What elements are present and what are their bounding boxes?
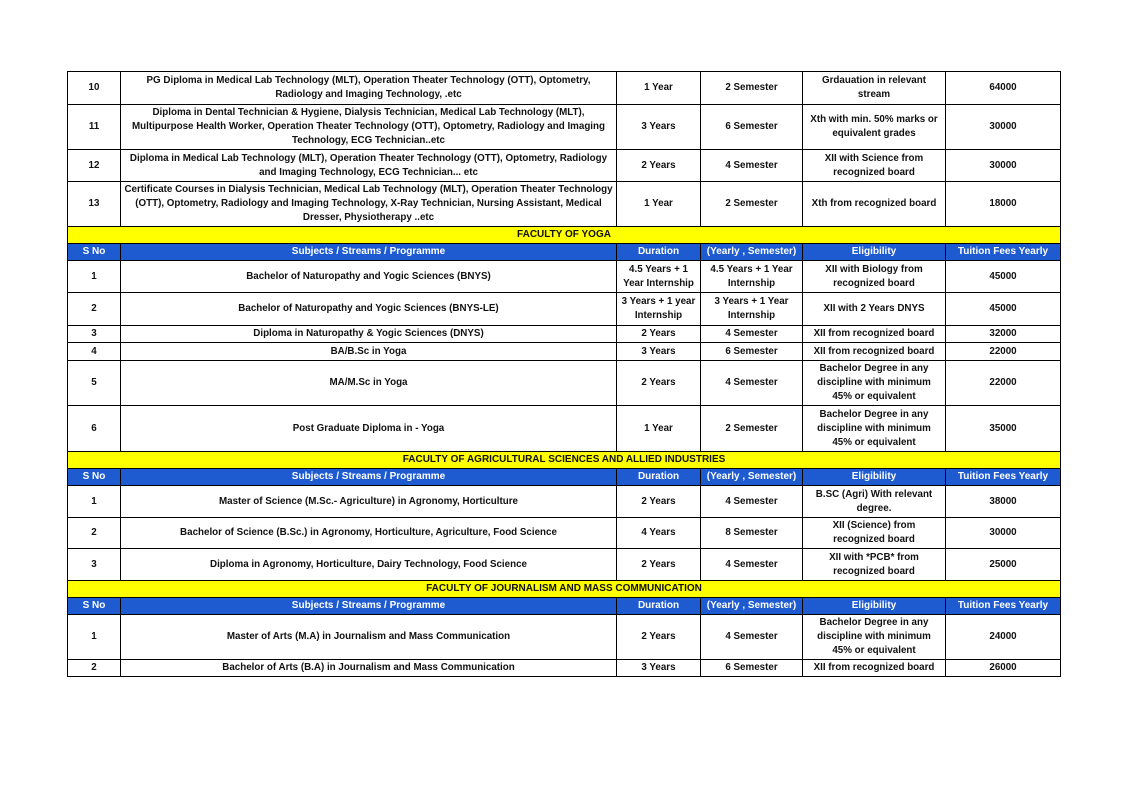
serial-number-cell: 6 [68,406,121,452]
eligibility-cell: Xth from recognized board [803,182,946,227]
table-row [68,361,1061,406]
semester-cell: 6 Semester [701,105,803,150]
column-header-row [68,598,1061,615]
table-row [68,660,1061,677]
duration-cell: 2 Years [617,486,701,518]
faculty-title: FACULTY OF YOGA [68,227,1061,244]
faculty-title-row [68,452,1061,469]
eligibility-cell: Grdauation in relevant stream [803,72,946,105]
faculty-title-row [68,581,1061,598]
eligibility-cell: XII with Biology from recognized board [803,261,946,293]
duration-cell: 1 Year [617,406,701,452]
tuition-fee-cell: 35000 [946,406,1061,452]
duration-cell: 3 Years [617,660,701,677]
header-semester: (Yearly , Semester) [701,598,803,615]
semester-cell: 6 Semester [701,660,803,677]
tuition-fee-cell: 30000 [946,518,1061,549]
eligibility-cell: XII from recognized board [803,326,946,343]
eligibility-cell: B.SC (Agri) With relevant degree. [803,486,946,518]
tuition-fee-cell: 38000 [946,486,1061,518]
semester-cell: 2 Semester [701,72,803,105]
duration-cell: 2 Years [617,150,701,182]
subject-cell: BA/B.Sc in Yoga [121,343,617,361]
subject-cell: Master of Science (M.Sc.- Agriculture) in Agronomy, Horticulture [121,486,617,518]
table-row [68,105,1061,150]
subject-cell: Bachelor of Science (B.Sc.) in Agronomy, Horticulture, Agriculture, Food Science [121,518,617,549]
serial-number-cell: 3 [68,326,121,343]
header-eligibility: Eligibility [803,244,946,261]
duration-cell: 3 Years [617,343,701,361]
header-subject: Subjects / Streams / Programme [121,244,617,261]
header-tuition-fees: Tuition Fees Yearly [946,244,1061,261]
subject-cell: Diploma in Agronomy, Horticulture, Dairy Technology, Food Science [121,549,617,581]
serial-number-cell: 1 [68,615,121,660]
serial-number-cell: 10 [68,72,121,105]
tuition-fee-cell: 45000 [946,261,1061,293]
duration-cell: 2 Years [617,326,701,343]
table-row [68,326,1061,343]
eligibility-cell: XII from recognized board [803,660,946,677]
eligibility-cell: XII with 2 Years DNYS [803,293,946,326]
semester-cell: 8 Semester [701,518,803,549]
table-row [68,293,1061,326]
subject-cell: PG Diploma in Medical Lab Technology (MLT), Operation Theater Technology (OTT), Optometry, Radiology and Imaging Technology, .etc [121,72,617,105]
duration-cell: 4.5 Years + 1 Year Internship [617,261,701,293]
serial-number-cell: 1 [68,486,121,518]
serial-number-cell: 3 [68,549,121,581]
header-semester: (Yearly , Semester) [701,244,803,261]
serial-number-cell: 11 [68,105,121,150]
eligibility-cell: XII from recognized board [803,343,946,361]
subject-cell: MA/M.Sc in Yoga [121,361,617,406]
header-duration: Duration [617,598,701,615]
header-duration: Duration [617,469,701,486]
semester-cell: 4.5 Years + 1 Year Internship [701,261,803,293]
tuition-fee-cell: 32000 [946,326,1061,343]
tuition-fee-cell: 22000 [946,343,1061,361]
header-subject: Subjects / Streams / Programme [121,469,617,486]
subject-cell: Bachelor of Arts (B.A) in Journalism and Mass Communication [121,660,617,677]
duration-cell: 2 Years [617,549,701,581]
table-row [68,406,1061,452]
faculty-title: FACULTY OF AGRICULTURAL SCIENCES AND ALLIED INDUSTRIES [68,452,1061,469]
header-subject: Subjects / Streams / Programme [121,598,617,615]
duration-cell: 3 Years + 1 year Internship [617,293,701,326]
serial-number-cell: 1 [68,261,121,293]
eligibility-cell: XII with *PCB* from recognized board [803,549,946,581]
semester-cell: 2 Semester [701,182,803,227]
eligibility-cell: Bachelor Degree in any discipline with minimum 45% or equivalent [803,361,946,406]
header-eligibility: Eligibility [803,469,946,486]
semester-cell: 4 Semester [701,150,803,182]
serial-number-cell: 2 [68,293,121,326]
eligibility-cell: XII with Science from recognized board [803,150,946,182]
header-serial-number: S No [68,244,121,261]
header-serial-number: S No [68,598,121,615]
subject-cell: Diploma in Naturopathy & Yogic Sciences (DNYS) [121,326,617,343]
semester-cell: 3 Years + 1 Year Internship [701,293,803,326]
header-eligibility: Eligibility [803,598,946,615]
eligibility-cell: Bachelor Degree in any discipline with minimum 45% or equivalent [803,615,946,660]
subject-cell: Diploma in Medical Lab Technology (MLT), Operation Theater Technology (OTT), Optometry, Radiology and Imaging Technology, ECG Technician... etc [121,150,617,182]
table-row [68,72,1061,105]
duration-cell: 1 Year [617,72,701,105]
tuition-fee-cell: 45000 [946,293,1061,326]
semester-cell: 4 Semester [701,615,803,660]
semester-cell: 2 Semester [701,406,803,452]
tuition-fee-cell: 25000 [946,549,1061,581]
table-body [68,72,1061,677]
duration-cell: 2 Years [617,615,701,660]
table-row [68,261,1061,293]
table-row [68,615,1061,660]
duration-cell: 2 Years [617,361,701,406]
subject-cell: Bachelor of Naturopathy and Yogic Sciences (BNYS) [121,261,617,293]
tuition-fee-cell: 64000 [946,72,1061,105]
faculty-title-row [68,227,1061,244]
faculty-title: FACULTY OF JOURNALISM AND MASS COMMUNICATION [68,581,1061,598]
table-row [68,150,1061,182]
column-header-row [68,469,1061,486]
tuition-fee-cell: 22000 [946,361,1061,406]
duration-cell: 4 Years [617,518,701,549]
eligibility-cell: Xth with min. 50% marks or equivalent grades [803,105,946,150]
header-tuition-fees: Tuition Fees Yearly [946,598,1061,615]
serial-number-cell: 4 [68,343,121,361]
tuition-fee-cell: 26000 [946,660,1061,677]
header-serial-number: S No [68,469,121,486]
table-row [68,486,1061,518]
serial-number-cell: 2 [68,660,121,677]
header-duration: Duration [617,244,701,261]
subject-cell: Certificate Courses in Dialysis Technician, Medical Lab Technology (MLT), Operation Theater Technology (OTT), Optometry, Radiology and Imaging Technology, X-Ray Technician, Nursing Assistant, Medical Dresser, Physiotherapy ..etc [121,182,617,227]
table-row [68,518,1061,549]
eligibility-cell: XII (Science) from recognized board [803,518,946,549]
fee-structure-table [67,71,1061,677]
duration-cell: 3 Years [617,105,701,150]
table-row [68,343,1061,361]
semester-cell: 6 Semester [701,343,803,361]
tuition-fee-cell: 30000 [946,150,1061,182]
serial-number-cell: 5 [68,361,121,406]
semester-cell: 4 Semester [701,549,803,581]
header-semester: (Yearly , Semester) [701,469,803,486]
semester-cell: 4 Semester [701,486,803,518]
semester-cell: 4 Semester [701,361,803,406]
duration-cell: 1 Year [617,182,701,227]
eligibility-cell: Bachelor Degree in any discipline with minimum 45% or equivalent [803,406,946,452]
semester-cell: 4 Semester [701,326,803,343]
header-tuition-fees: Tuition Fees Yearly [946,469,1061,486]
subject-cell: Diploma in Dental Technician & Hygiene, Dialysis Technician, Medical Lab Technology (MLT), Multipurpose Health Worker, Operation Theater Technology (OTT), Optometry, Radiology and Imaging Technology, ECG Technician..etc [121,105,617,150]
table-row [68,549,1061,581]
tuition-fee-cell: 24000 [946,615,1061,660]
subject-cell: Bachelor of Naturopathy and Yogic Sciences (BNYS-LE) [121,293,617,326]
tuition-fee-cell: 30000 [946,105,1061,150]
tuition-fee-cell: 18000 [946,182,1061,227]
serial-number-cell: 12 [68,150,121,182]
serial-number-cell: 2 [68,518,121,549]
subject-cell: Post Graduate Diploma in - Yoga [121,406,617,452]
column-header-row [68,244,1061,261]
serial-number-cell: 13 [68,182,121,227]
subject-cell: Master of Arts (M.A) in Journalism and Mass Communication [121,615,617,660]
table-row [68,182,1061,227]
